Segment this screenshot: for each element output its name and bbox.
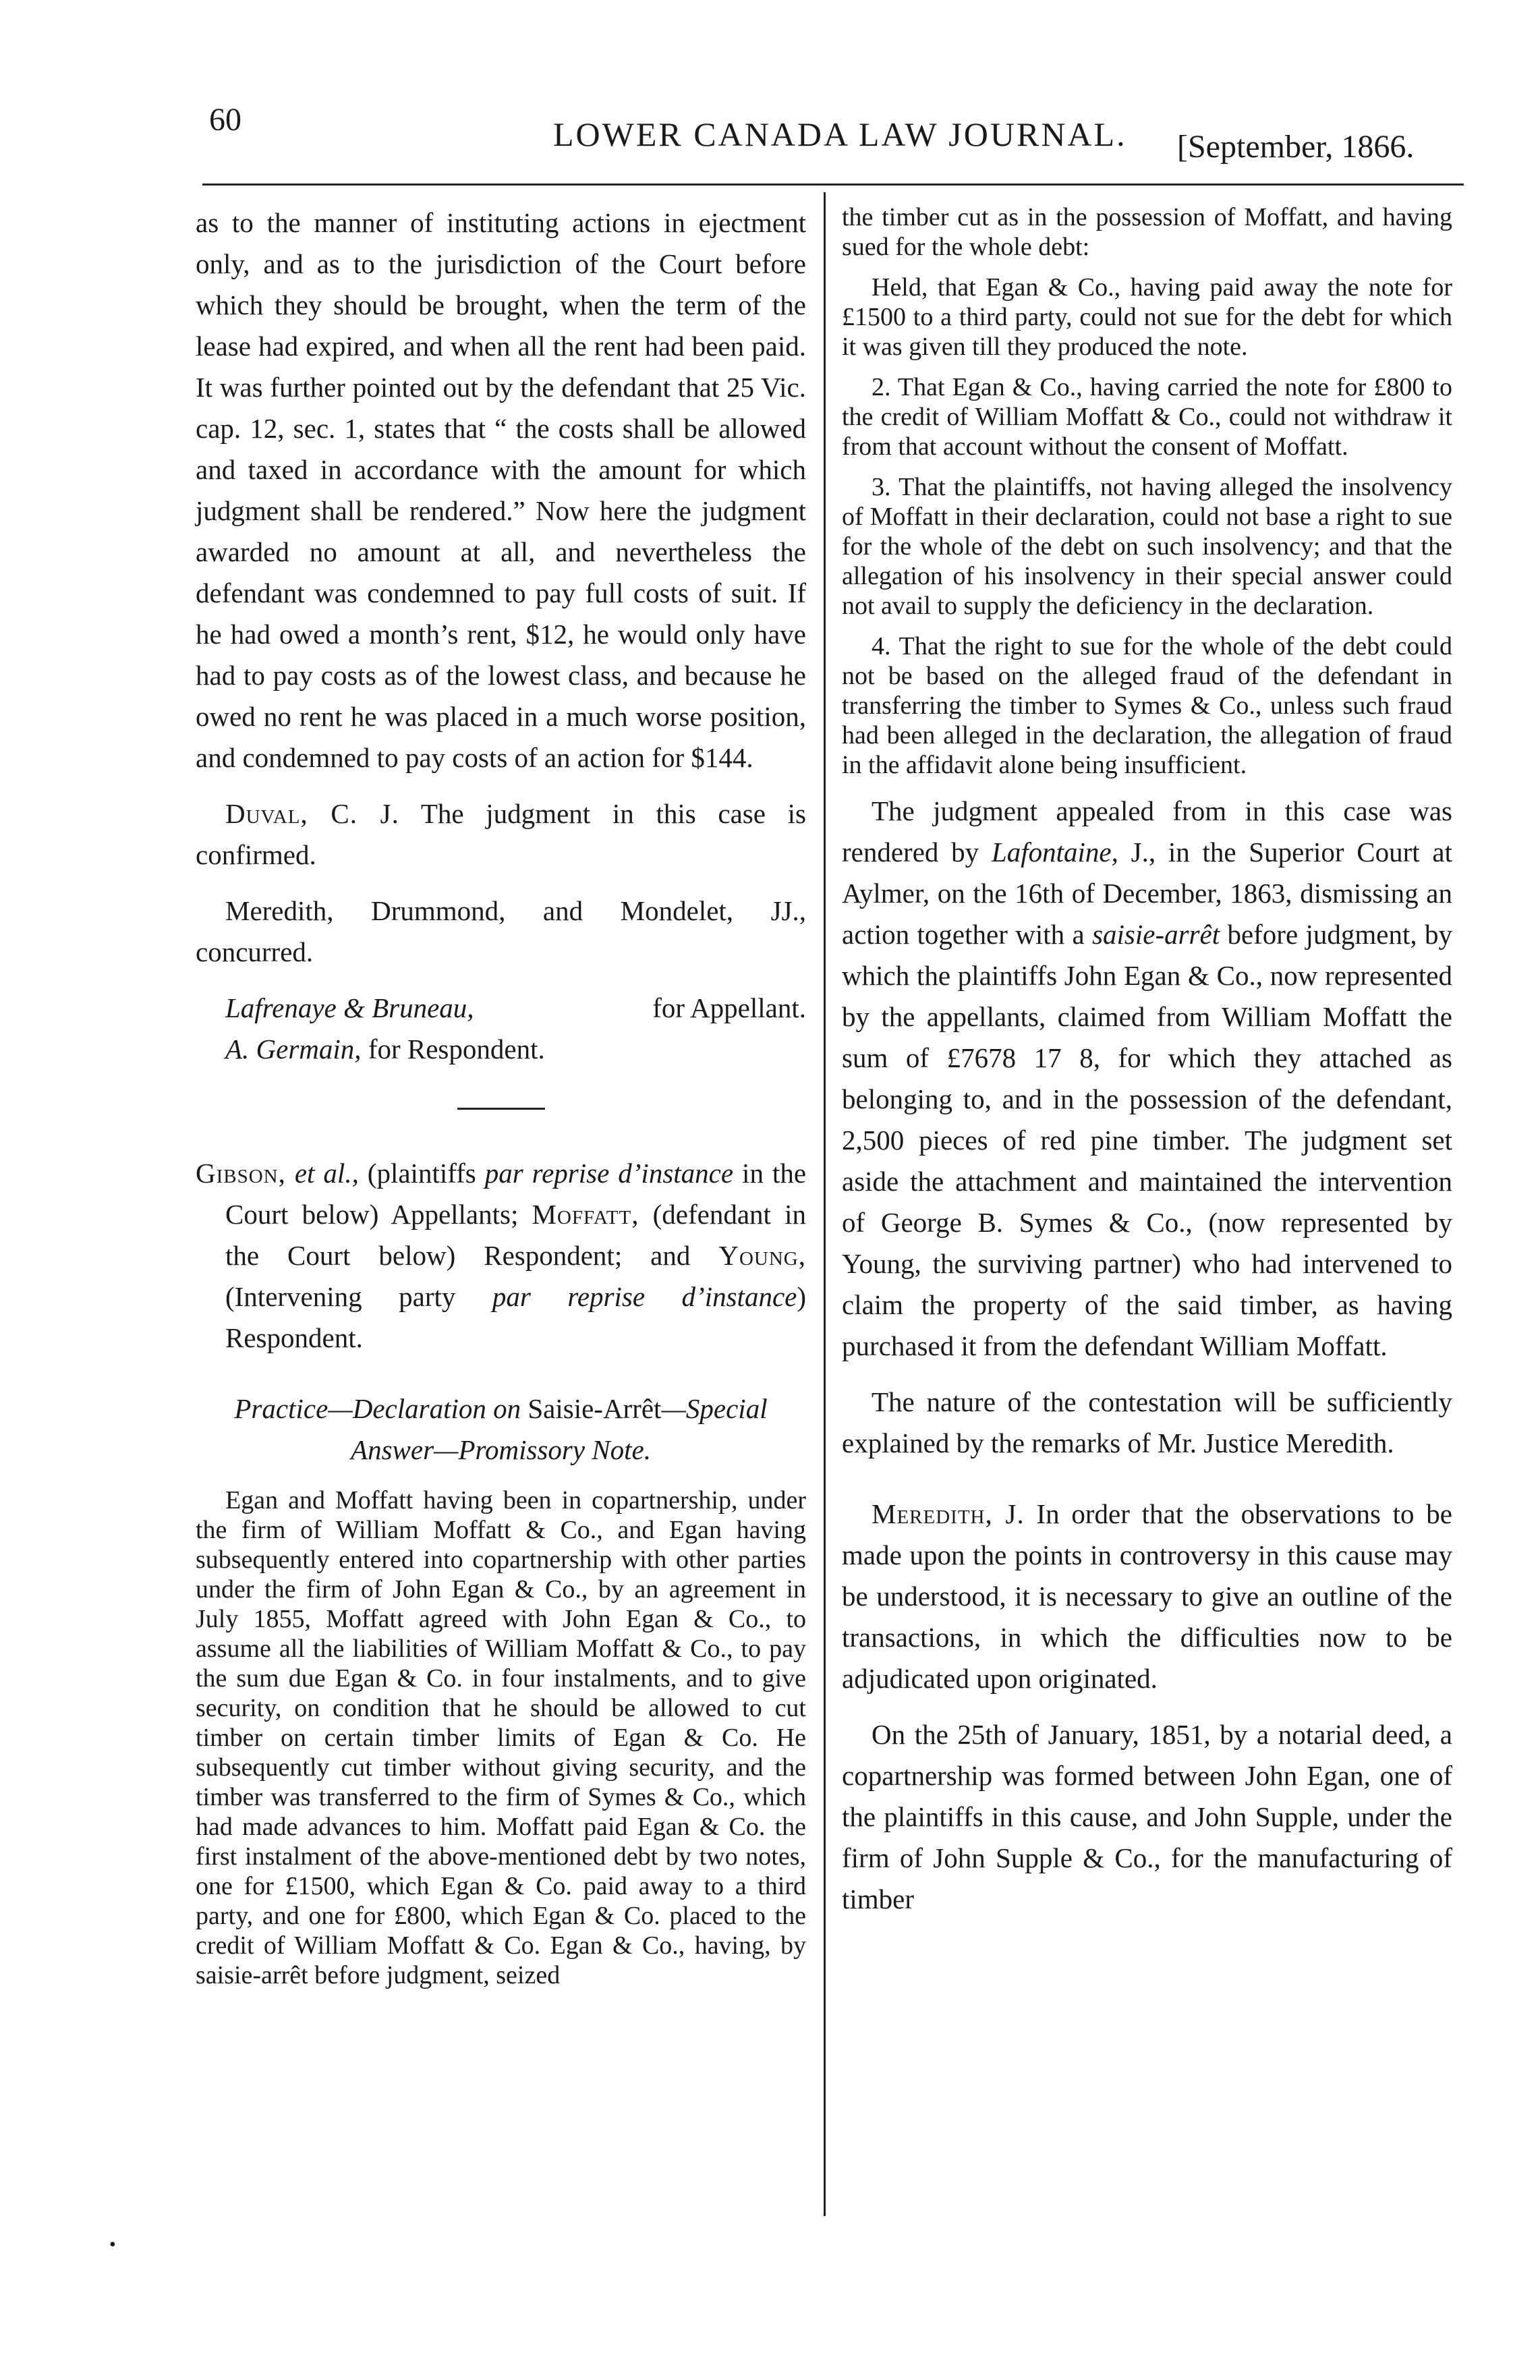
- parties-text-5: ) Respondent.: [225, 1281, 806, 1353]
- party-young: Young,: [718, 1240, 806, 1271]
- page-number: 60: [209, 102, 241, 138]
- partnership-paragraph: On the 25th of January, 1851, by a notarial deed, a copartnership was formed between John Egan, one of the plaintiffs in this cause, and John Supple, under the firm of John Supple & Co., for the manufacturing of timber: [842, 1719, 1452, 1915]
- judgment-text-c: J., in the Superior Court at Aylmer, on the 16th of December, 1863, dismissing an action together with a: [842, 837, 1452, 950]
- judge-name: Duval, C. J.: [225, 798, 399, 829]
- section-separator: [457, 1108, 545, 1110]
- judge-lafontaine: Lafontaine,: [991, 837, 1118, 868]
- page-header: [0, 0, 1540, 165]
- subject-part-c: —Special Answer—Promissory Note.: [351, 1393, 768, 1465]
- argument-paragraph: as to the manner of instituting actions in ejectment only, and as to the jurisdiction of the Court before which they should be brought, when the term of the lease had expired, and when all the rent had been paid. It was further pointed out by the defendant that 25 Vic. cap. 12, sec. 1, states that “ the costs shall be allowed and taxed in accordance with the amount for which judgment shall be rendered.” Now here the judgment awarded no amount at all, and nevertheless the defendant was condemned to pay full costs of suit. If he had owed a month’s rent, $12, he would only have had to pay costs as of the lowest class, and because he owed no rent he was placed in a much worse position, and condemned to pay costs of an action for $144.: [196, 207, 806, 773]
- appellant-counsel-name: Lafrenaye & Bruneau,: [225, 992, 474, 1023]
- case-parties: [196, 1153, 806, 1359]
- respondent-counsel-name: A. Germain,: [225, 1033, 362, 1065]
- party-etal: et al.,: [285, 1158, 359, 1189]
- counsel-respondent: [196, 1029, 806, 1070]
- column-divider: [824, 192, 826, 2216]
- counsel-appellant: [196, 988, 806, 1029]
- appellant-counsel-role: for Appellant.: [652, 992, 806, 1023]
- parties-text-1: (plaintiffs: [358, 1158, 485, 1189]
- headnote-point-4: 4. That the right to sue for the whole of the debt could not be based on the alleged fraud of the defendant in transferring the timber to Symes & Co., unless such fraud had been alleged in the declaration, the allegation of fraud in the affidavit alone being insufficient.: [842, 632, 1452, 779]
- headnote-point-3: 3. That the plaintiffs, not having alleged the insolvency of Moffatt in their declaration, could not base a right to sue for the whole of the debt on such insolvency; and that the allegation of his insolvency in their special answer could not avail to supply the deficiency in the declaration.: [842, 473, 1452, 620]
- parties-text-4: (Intervening party: [225, 1281, 492, 1312]
- concurrence-paragraph: Meredith, Drummond, and Mondelet, JJ., concurred.: [196, 895, 806, 967]
- party-gibson: Gibson,: [196, 1158, 286, 1189]
- headnote-point-2: 2. That Egan & Co., having carried the note for £800 to the credit of William Moffatt & Co., could not withdraw it from that account without the consent of Moffatt.: [842, 373, 1452, 461]
- subject-part-a: Practice—Declaration on: [234, 1393, 528, 1424]
- journal-title: LOWER CANADA LAW JOURNAL.: [553, 115, 1127, 153]
- headnote-continuation: [842, 202, 1452, 780]
- judge-meredith: Meredith, J.: [872, 1498, 1025, 1529]
- parties-text-3: (defendant in the Court below) Respondent; and: [225, 1199, 806, 1271]
- saisie-arret-term: saisie-arrêt: [1092, 919, 1220, 950]
- case-subject: [196, 1388, 806, 1471]
- party-moffatt: Moffatt,: [532, 1199, 639, 1230]
- parties-reprise-1: par reprise d’instance: [484, 1158, 734, 1189]
- headnote-paragraph: Egan and Moffatt having been in copartnership, under the firm of William Moffatt & Co., and Egan having subsequently entered into copartnership with other parties under the firm of John Egan & Co., by an agreement in July 1855, Moffatt agreed with John Egan & Co., to assume all the liabilities of William Moffatt & Co., to pay the sum due Egan & Co. in four instalments, and to give security, on condition that he should be allowed to cut timber on certain timber limits of Egan & Co. He subsequently cut timber without giving security, and the timber was transferred to the firm of Symes & Co., which had made advances to him. Moffatt paid Egan & Co. the first instalment of the above-mentioned debt by two notes, one for £1500, which Egan & Co. paid away to a third party, and one for £800, which Egan & Co. placed to the credit of William Moffatt & Co. Egan & Co., having, by saisie-arrêt before judgment, seized: [196, 1486, 806, 1989]
- judgment-text-e: before judgment, by which the plaintiffs John Egan & Co., now represented by the appellants, claimed from William Moffatt the sum of £7678 17 8, for which they attached as belonging to, and in the possession of the defendant, 2,500 pieces of red pine timber. The judgment set aside the attachment and maintained the intervention of George B. Symes & Co., (now represented by Young, the surviving partner) who had intervened to claim the property of the said timber, as having purchased it from the defendant William Moffatt.: [842, 919, 1452, 1361]
- judgment-text: The judgment in this case is confirmed.: [196, 798, 806, 870]
- subject-part-b: Saisie-Arrêt: [527, 1393, 662, 1424]
- meredith-opinion: [842, 1494, 1452, 1699]
- margin-mark: •: [109, 2234, 116, 2255]
- left-column: [196, 202, 806, 2001]
- headnote-held: Held, that Egan & Co., having paid away the note for £1500 to a third party, could not sue for the debt for which it was given till they produced the note.: [842, 273, 1452, 361]
- headnote-cont-0: the timber cut as in the possession of Moffatt, and having sued for the whole debt:: [842, 203, 1452, 261]
- respondent-counsel-role: for Respondent.: [361, 1033, 545, 1065]
- header-rule: [202, 183, 1464, 186]
- issue-date: [September, 1866.: [1177, 129, 1415, 165]
- right-column: [842, 202, 1452, 1935]
- judgment-paragraph: [196, 793, 806, 876]
- meredith-text: In order that the observations to be made upon the points in controversy in this cause may be understood, it is necessary to give an outline of the transactions, in which the difficulties now to be adjudicated upon originated.: [842, 1498, 1452, 1694]
- judgment-appealed-paragraph: [842, 791, 1452, 1367]
- headnote-block: [196, 1485, 806, 1990]
- nature-paragraph: The nature of the contestation will be sufficiently explained by the remarks of Mr. Justice Meredith.: [842, 1386, 1452, 1458]
- parties-text-2: in the Court below) Appellants;: [225, 1158, 807, 1230]
- judgment-text-a: The judgment appealed from in this case was rendered by: [842, 795, 1452, 868]
- parties-reprise-2: par reprise d’instance: [492, 1281, 797, 1312]
